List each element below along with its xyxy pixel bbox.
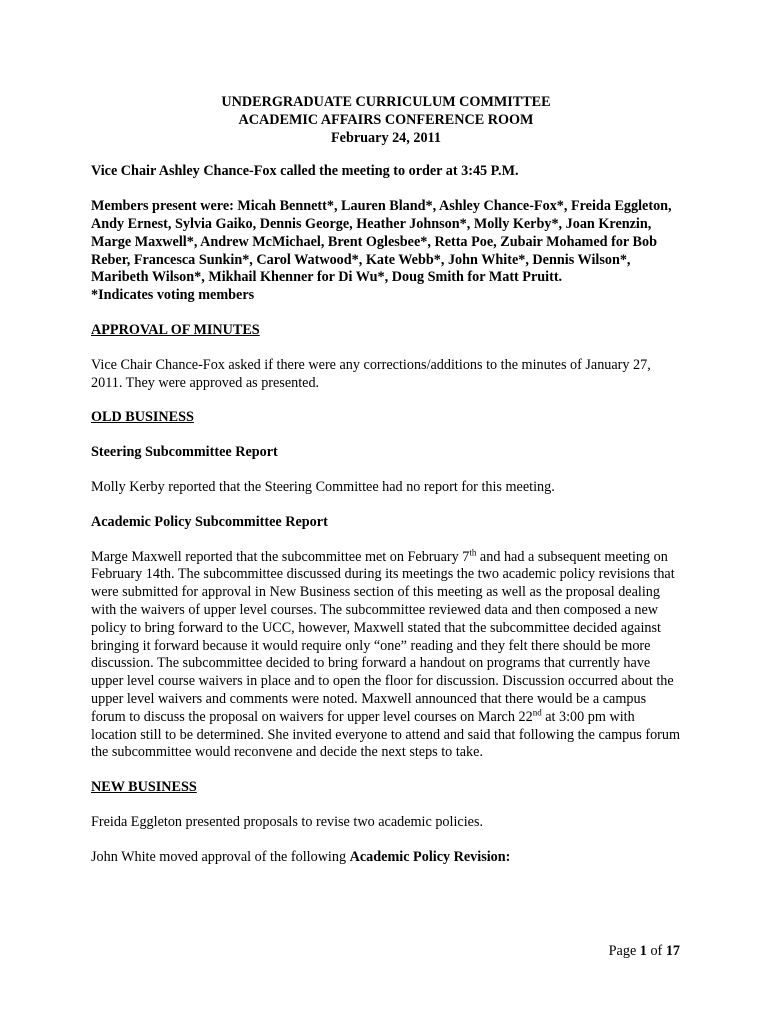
- old-business-heading: OLD BUSINESS: [91, 409, 194, 426]
- voting-members-note: *Indicates voting members: [91, 287, 255, 304]
- meeting-location: ACADEMIC AFFAIRS CONFERENCE ROOM: [238, 111, 534, 128]
- academic-policy-subcommittee-text: [91, 546, 681, 763]
- ordinal-suffix-nd: nd: [532, 706, 542, 717]
- meeting-date: February 24, 2011: [331, 129, 441, 146]
- document-header: [91, 94, 681, 147]
- members-present: [91, 198, 681, 305]
- page-footer: [609, 943, 680, 961]
- approval-of-minutes-heading: APPROVAL OF MINUTES: [91, 321, 260, 338]
- academic-policy-text-part2: and had a subsequent meeting on February 14th. The subcommittee discussed during its meetings the two academic policy revisions that were submitted for approval in New Business section of this meeting as well as the proposal dealing with the waivers of upper level courses. The subcommittee reviewed data and then composed a new policy to bring forward to the UCC, however, Maxwell stated that the subcommittee decided against bringing it forward because it would require only “one” reading and they felt there should be more discussion. The subcommittee decided to bring forward a handout on programs that currently have upper level course waivers in place and to open the floor for discussion. Discussion occurred about the upper level waivers and comments were noted. Maxwell announced that there would be a campus forum to discuss the proposal on waivers for upper level courses on March 22: [91, 548, 675, 725]
- steering-subcommittee-text: Molly Kerby reported that the Steering Committee had no report for this meeting.: [91, 478, 555, 495]
- steering-subcommittee-heading: Steering Subcommittee Report: [91, 444, 278, 461]
- ordinal-suffix-th: th: [469, 546, 477, 557]
- members-list: Members present were: Micah Bennett*, Lauren Bland*, Ashley Chance-Fox*, Freida Eggleton, Andy Ernest, Sylvia Gaiko, Dennis George, Heather Johnson*, Molly Kerby*, Joan Krenzin, Marge Maxwell*, Andrew McMichael, Brent Oglesbee*, Retta Poe, Zubair Mohamed for Bob Reber, Francesca Sunkin*, Carol Watwood*, Kate Webb*, John White*, Dennis Wilson*, Maribeth Wilson*, Mikhail Khenner for Di Wu*, Doug Smith for Matt Pruitt.: [91, 198, 672, 286]
- new-business-heading: NEW BUSINESS: [91, 779, 197, 796]
- page-label: Page: [608, 943, 640, 959]
- page-total: 17: [665, 943, 680, 959]
- new-business-text-2: [91, 849, 681, 867]
- committee-title: UNDERGRADUATE CURRICULUM COMMITTEE: [221, 94, 551, 110]
- call-to-order: Vice Chair Ashley Chance-Fox called the meeting to order at 3:45 P.M.: [91, 163, 519, 180]
- new-business-text-1: Freida Eggleton presented proposals to revise two academic policies.: [91, 813, 484, 830]
- academic-policy-revision-label: Academic Policy Revision:: [349, 848, 511, 865]
- approval-of-minutes-text: Vice Chair Chance-Fox asked if there were any corrections/additions to the minutes of January 27, 2011. They were approved as presented.: [91, 356, 651, 391]
- academic-policy-text-part1: Marge Maxwell reported that the subcommittee met on February 7: [91, 548, 470, 565]
- page-number: 1: [639, 943, 647, 959]
- motion-text: John White moved approval of the following: [91, 848, 350, 865]
- academic-policy-text-part3: at 3:00 pm with location still to be determined. She invited everyone to attend and said that following the campus forum the subcommittee would reconvene and decide the next steps to take.: [91, 708, 681, 761]
- document-page: [91, 94, 681, 884]
- of-label: of: [646, 943, 666, 959]
- academic-policy-subcommittee-heading: Academic Policy Subcommittee Report: [91, 513, 328, 530]
